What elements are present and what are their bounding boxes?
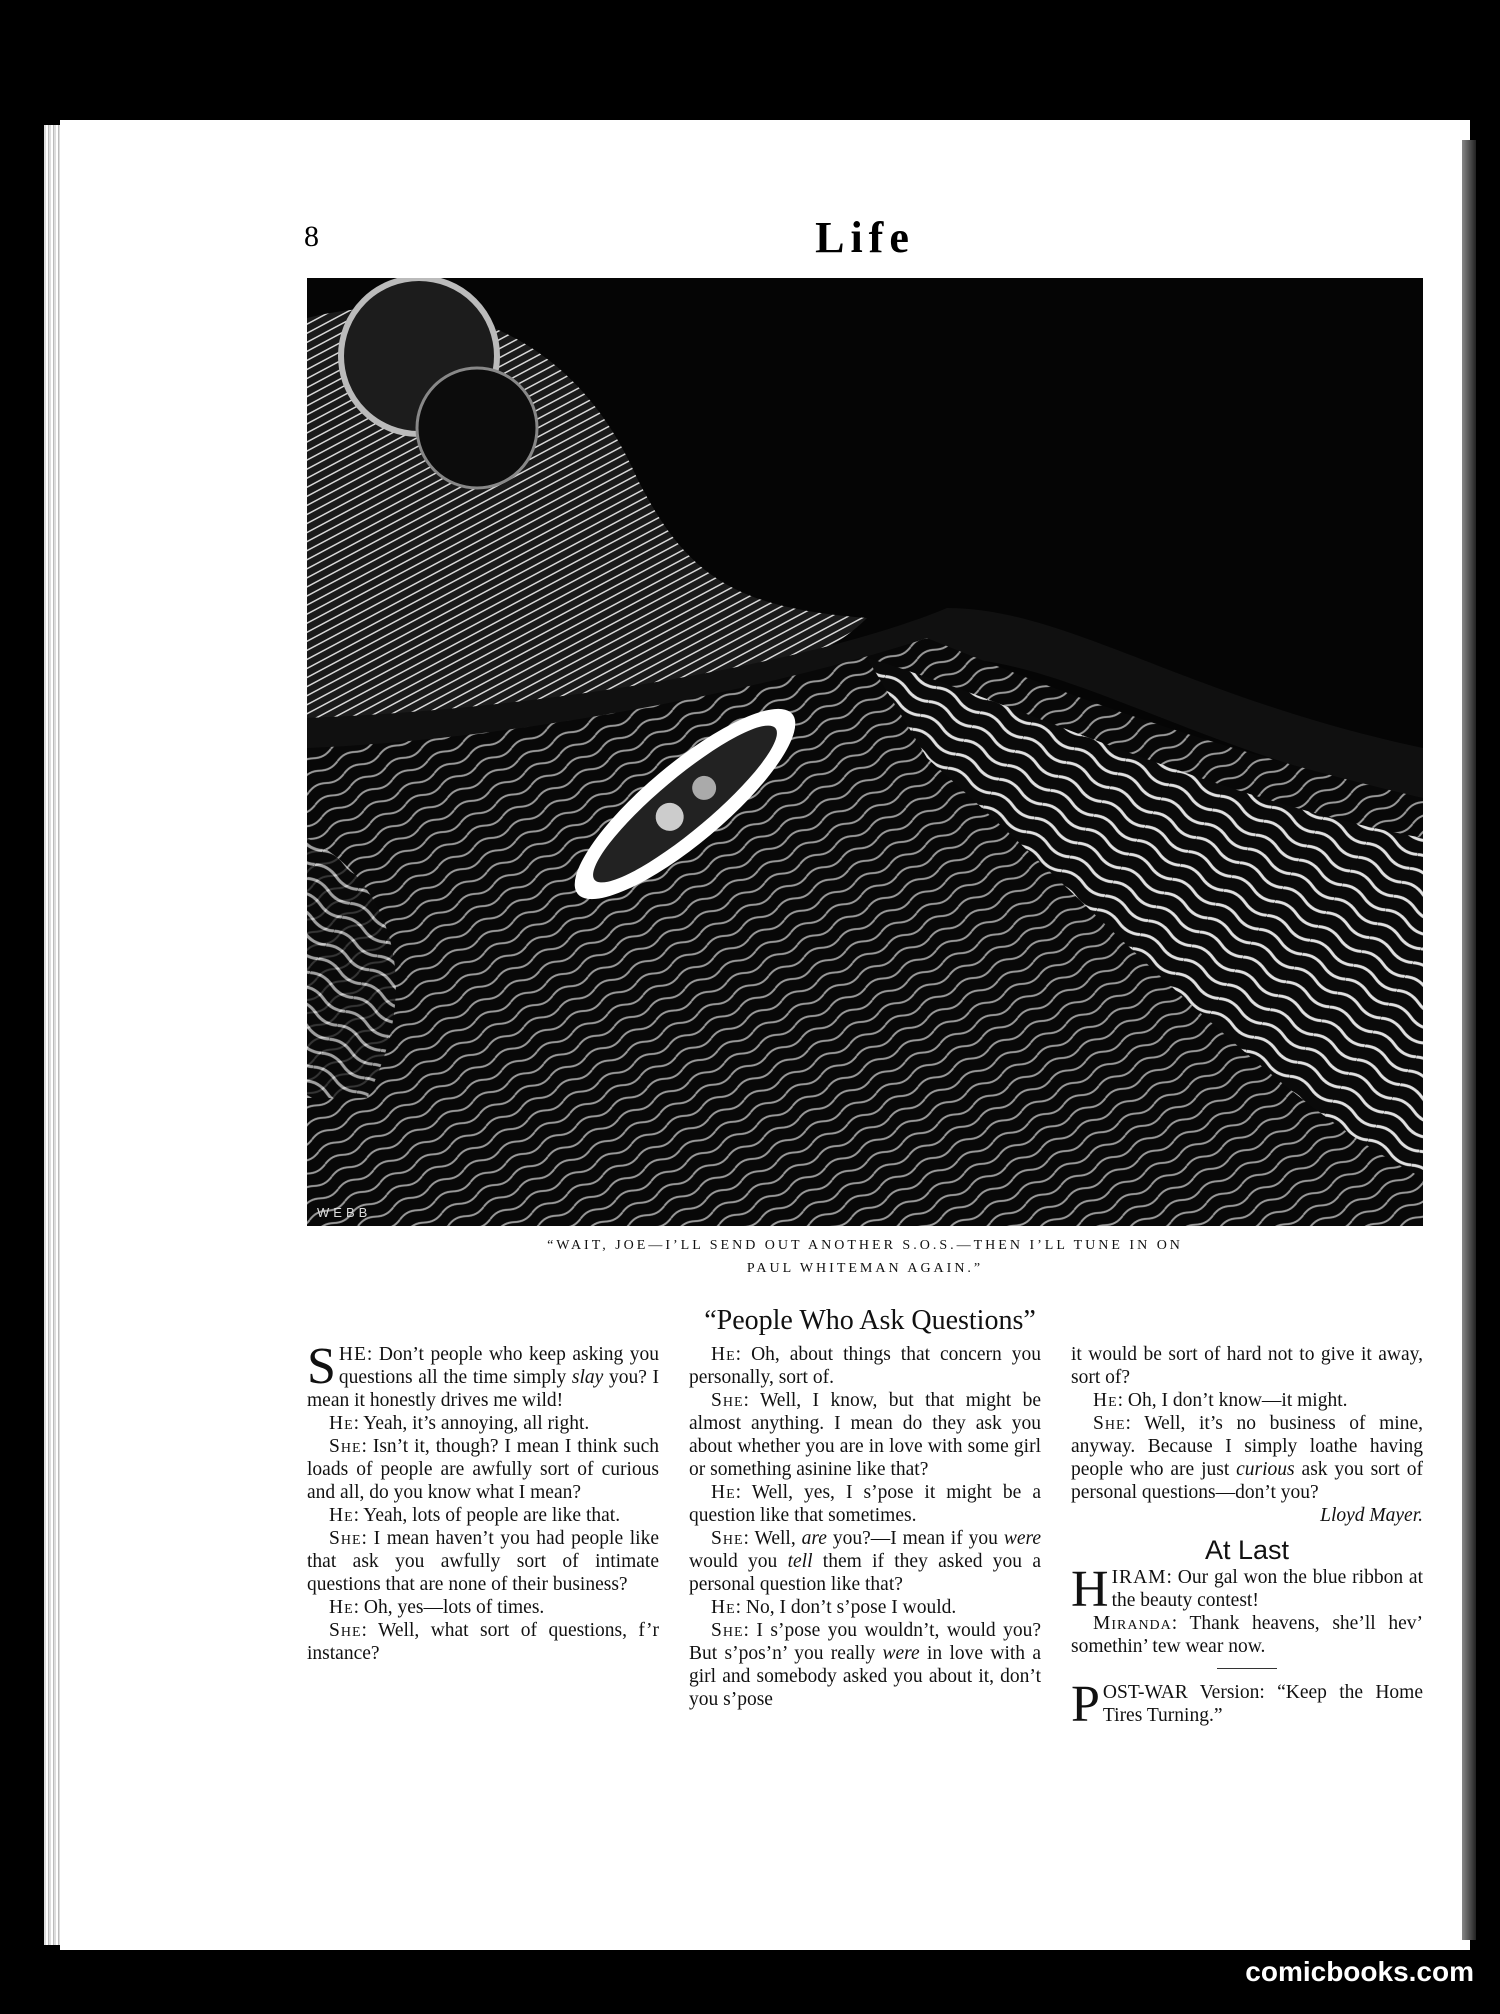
binding-gutter: [1462, 140, 1476, 1940]
text-column-3: [1071, 1343, 1423, 1733]
paragraph: He: Yeah, it’s annoying, all right.: [329, 1413, 590, 1434]
drop-cap: H: [1071, 1561, 1109, 1618]
drop-cap: P: [1071, 1676, 1100, 1733]
paragraph: She: Well, are you?—I mean if you were would you tell them if they asked you a personal question like that?: [689, 1528, 1042, 1595]
paragraph: She: Well, I know, but that might be almost anything. I mean do they ask you about whether you are in love with some girl or something asinine like that?: [689, 1390, 1041, 1480]
text-column-2: [689, 1343, 1041, 1711]
paragraph: HIRAM: Our gal won the blue ribbon at the beauty contest!: [1071, 1561, 1423, 1618]
page-number: 8: [304, 220, 319, 253]
caption-line-1: “WAIT, JOE—I’LL SEND OUT ANOTHER S.O.S.—THEN I’LL TUNE IN ON: [547, 1238, 1183, 1253]
illustration-caption: [300, 1234, 1430, 1280]
paragraph: He: Oh, I don’t know—it might.: [1093, 1390, 1348, 1411]
article-author: Lloyd Mayer.: [1320, 1505, 1423, 1526]
text-column-1: [307, 1338, 660, 1665]
boat-at-sea-drawing: [307, 278, 1423, 1226]
paragraph: He: Yeah, lots of people are like that.: [329, 1505, 621, 1526]
divider-rule: [1217, 1668, 1277, 1669]
masthead-title: Life: [815, 213, 915, 262]
paragraph: She: Well, it’s no business of mine, anyway. Because I simply loathe having people who are just curious ask you sort of personal questions—don’t you?: [1071, 1413, 1423, 1503]
section-title-at-last: At Last: [1204, 1535, 1290, 1565]
paragraph: it would be sort of hard not to give it away, sort of?: [1071, 1344, 1423, 1388]
article-title: “People Who Ask Questions”: [704, 1305, 1036, 1336]
artist-signature: WEBB: [317, 1205, 372, 1220]
drop-cap: S: [307, 1338, 336, 1395]
woodcut-illustration: [307, 278, 1423, 1226]
paragraph: He: Oh, yes—lots of times.: [329, 1597, 545, 1618]
paragraph: He: No, I don’t s’pose I would.: [711, 1597, 957, 1618]
paragraph: She: Isn’t it, though? I mean I think such loads of people are awfully sort of curious and all, do you know what I mean?: [307, 1436, 659, 1503]
paragraph: POST-WAR Version: “Keep the Home Tires Turning.”: [1071, 1676, 1423, 1733]
site-watermark: comicbooks.com: [1245, 1956, 1474, 1987]
paragraph: She: Well, what sort of questions, f’r instance?: [307, 1620, 659, 1664]
paragraph: She: I mean haven’t you had people like that ask you awfully sort of intimate questions that are none of their business?: [307, 1528, 659, 1595]
caption-line-2: PAUL WHITEMAN AGAIN.”: [746, 1261, 984, 1276]
paragraph: SHE: Don’t people who keep asking you questions all the time simply slay you? I mean it honestly drives me wild!: [307, 1338, 660, 1411]
paragraph: Miranda: Thank heavens, she’ll hev’ somethin’ tew wear now.: [1071, 1613, 1423, 1657]
paragraph: He: Well, yes, I s’pose it might be a question like that sometimes.: [689, 1482, 1041, 1526]
paragraph: She: I s’pose you wouldn’t, would you? But s’pos’n’ you really were in love with a girl and somebody asked you about it, don’t you s’pose: [689, 1620, 1041, 1710]
paragraph: He: Oh, about things that concern you personally, sort of.: [689, 1344, 1041, 1388]
